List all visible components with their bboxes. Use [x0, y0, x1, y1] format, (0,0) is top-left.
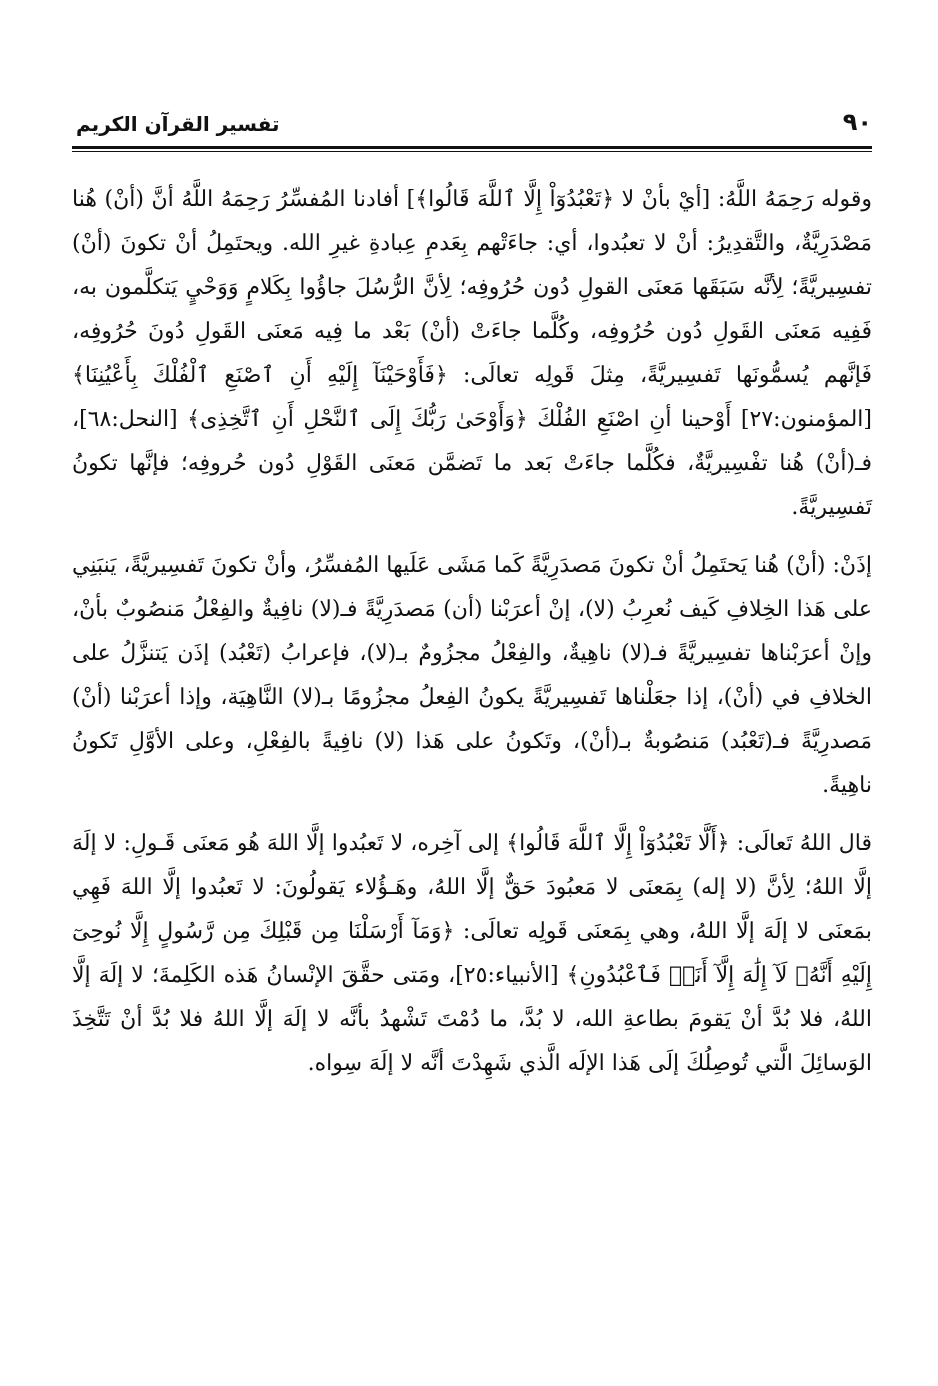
paragraph: إذَنْ: (أنْ) هُنا يَحتَمِلُ أنْ تكونَ مَصدَرِيَّةً كَما مَشَى عَلَيها المُفسِّرُ، وأنْ تكونَ تَفسِيريَّةً، يَنبَنِي على هَذا الخِلافِ كَيف نُعرِبُ (لا)، إنْ أعرَبْنا (أن) مَصدَرِيَّةً فـ(لا) نافِيةٌ والفِعْلُ مَنصُوبٌ بأنْ، وإنْ أعرَبْناها تفسِيريَّةً فـ(لا) ناهِيةٌ، والفِعْلُ مجزُومٌ بـ(لا)، فإعرابُ (تَعْبُد) إذَن يَتنزَّلُ على الخلافِ في (أنْ)، إذا جعَلْناها تَفسِيريَّةً يكونُ الفِعلُ مجزُومًا بـ(لا) النَّاهِيَة، وإذا أعرَبْنا (أنْ) مَصدرِيَّةً فـ(تَعْبُد) مَنصُوبةٌ بـ(أنْ)، وتَكونُ على هَذا (لا) نافِيةً بالفِعْلِ، وعلى الأوَّلِ تَكونُ ناهِيةً. — [72, 553, 872, 798]
paragraph: وقوله رَحِمَهُ اللَّهُ: [أيْ بأنْ لا ﴿تَعْبُدُوٓاْ إِلَّا ٱللَّهَ قَالُوا﴾] أفادنا المُفسِّرُ رَحِمَهُ اللَّهُ أنَّ (أنْ) هُنا مَصْدَرِيَّةٌ، والتَّقدِيرُ: أنْ لا تعبُدوا، أي: جاءَتْهم بِعَدمِ عِبادةِ غيرِ الله. ويحتَمِلُ أنْ تكونَ (أنْ) تفسِيريَّةً؛ لِأنَّه سَبَقَها مَعنَى القولِ دُون حُرُوفِه؛ لِأنَّ الرُّسُلَ جاؤُوا بِكَلامٍ وَوَحْيٍ يَتكلَّمون به، فَفِيه مَعنَى القَولِ دُون حُرُوفِه، وكُلَّما جاءَتْ (أنْ) بَعْد ما فِيه مَعنَى القَولِ دُونَ حُرُوفِه، فَإنَّهم يُسمُّونَها تَفسِيريَّةً، مِثلَ قَولِه تعالَى: ﴿فَأَوْحَيْنَآ إِلَيْهِ أَنِ ٱصْنَعِ ٱلْفُلْكَ بِأَعْيُنِنَا﴾ [المؤمنون:٢٧] أَوْحينا أنِ اصْنَعِ الفُلْكَ ﴿وَأَوْحَىٰ رَبُّكَ إِلَى ٱلنَّحْلِ أَنِ ٱتَّخِذِى﴾ [النحل:٦٨]، فـ(أنْ) هُنا تفْسِيريَّةٌ، فكُلَّما جاءَتْ بَعد ما تَضمَّن مَعنَى القَوْلِ دُون حُروفِه؛ فإنَّها تكونُ تَفسِيريَّةً. — [72, 187, 873, 520]
paragraph: قال اللهُ تَعالَى: ﴿أَلَّا تَعْبُدُوٓاْ إِلَّا ٱللَّهَ قَالُوا﴾ إلى آخِره، لا تَعبُدوا إلَّا اللهَ هُو مَعنَى قَـولِ: لا إلَهَ إلَّا اللهُ؛ لِأنَّ (لا إله) بِمَعنَى لا مَعبُودَ حَقٌّ إلَّا اللهُ، وهَـؤُلاء يَقولُونَ: لا تَعبُدوا إلَّا اللهَ فَهِي بمَعنَى لا إلَهَ إلَّا اللهُ، وهي بِمَعنَى قَولِه تعالَى: ﴿وَمَآ أَرْسَلْنَا مِن قَبْلِكَ مِن رَّسُولٍ إِلَّا نُوحِىٓ إِلَيْهِ أَنَّهُۥ لَآ إِلَٰهَ إِلَّآ أَنَا۠ فَٱعْبُدُونِ﴾ [الأنبياء:٢٥]، ومَتى حقَّقَ الإنْسانُ هَذه الكَلِمةَ؛ لا إلَهَ إلَّا اللهُ، فلا بُدَّ أنْ يَقومَ بطاعةِ الله، لا بُدَّ، ما دُمْتَ تَشْهدُ بأنَّه لا إلَهَ إلَّا اللهُ فلا بُدَّ أنْ تَتَّخِذَ الوَسائِلَ الَّتي تُوصِلُكَ إلَى هَذا الإلَه الَّذي شَهِدْتَ أنَّه لا إلَهَ سِواه. — [72, 831, 872, 1076]
header-rule — [72, 146, 872, 149]
body-text — [72, 178, 872, 1100]
header-rule-thin — [72, 151, 872, 152]
page-header — [72, 104, 872, 144]
page-number: ٩٠ — [842, 108, 872, 136]
book-title: تفسير القرآن الكريم — [76, 112, 280, 136]
